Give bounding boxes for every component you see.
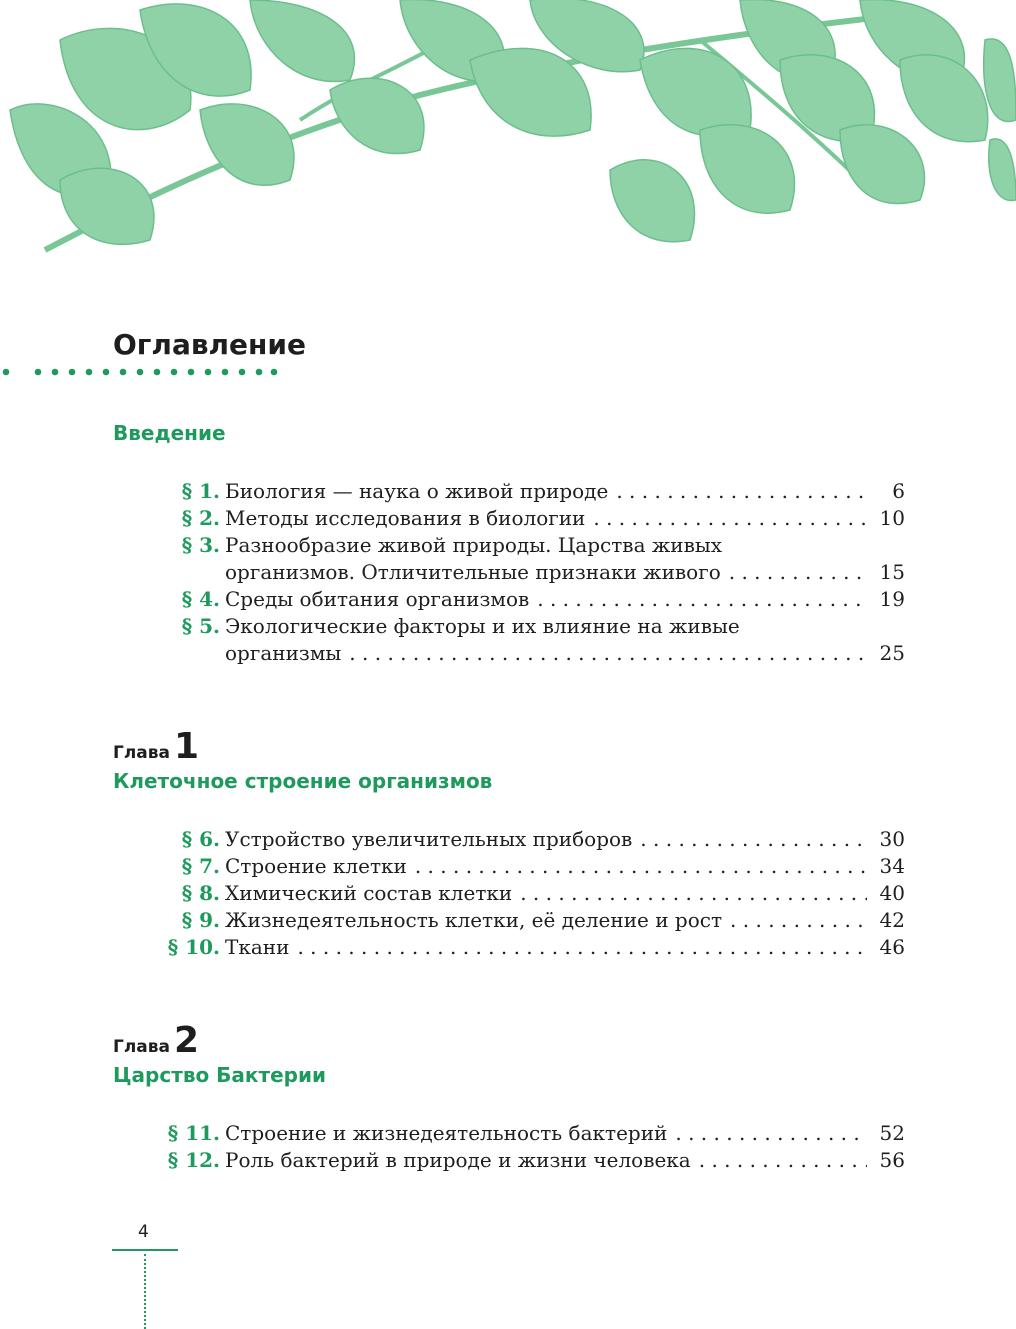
toc-entry-number: § 10. — [167, 935, 220, 959]
toc-entry-page: 40 — [879, 881, 905, 905]
toc-entry-title: Разнообразие живой природы. Царства живых — [225, 533, 723, 557]
toc-entry-page: 10 — [879, 506, 905, 530]
section-heading-intro: Введение — [113, 421, 226, 445]
leader-dots — [593, 505, 867, 532]
toc-entry-title: Устройство увеличительных приборов — [225, 827, 633, 851]
toc-entry-title-cont: организмов. Отличительные признаки живого — [225, 560, 721, 584]
toc-entry-number: § 7. — [181, 854, 220, 878]
toc-entry-page: 15 — [879, 560, 905, 584]
toc-entry-title: Роль бактерий в природе и жизни человека — [225, 1148, 691, 1172]
toc-entry-page: 46 — [879, 935, 905, 959]
toc-entry-title: Ткани — [225, 935, 290, 959]
toc-entry-title: Экологические факторы и их влияние на живые — [225, 614, 740, 638]
toc-entry-number: § 1. — [181, 479, 220, 503]
footer-rule — [112, 1249, 178, 1251]
toc-entry-title: Строение клетки — [225, 854, 407, 878]
chapter-word: Глава — [113, 1037, 170, 1057]
leader-dots — [730, 907, 867, 934]
leader-dots — [520, 880, 867, 907]
title-dotted-rule — [0, 365, 290, 379]
toc-entry-number: § 2. — [181, 506, 220, 530]
chapter-label-1 — [113, 726, 199, 767]
leader-dots — [675, 1120, 867, 1147]
toc-entry-page: 34 — [879, 854, 905, 878]
toc-entry-number: § 3. — [181, 533, 220, 557]
leader-dots — [616, 478, 867, 505]
toc-entry-page: 19 — [879, 587, 905, 611]
leaves-banner-illustration — [0, 0, 1016, 260]
toc-entry-page: 42 — [879, 908, 905, 932]
toc-entry-title: Биология — наука о живой природе — [225, 479, 609, 503]
toc-entry-number: § 9. — [181, 908, 220, 932]
toc-entry-number: § 6. — [181, 827, 220, 851]
toc-entry-number: § 4. — [181, 587, 220, 611]
leader-dots — [729, 559, 867, 586]
toc-entry-title: Среды обитания организмов — [225, 587, 530, 611]
toc-entry-number: § 5. — [181, 614, 220, 638]
chapter-number: 1 — [174, 726, 200, 767]
toc-entry-page: 25 — [879, 641, 905, 665]
leader-dots — [349, 640, 867, 667]
chapter-word: Глава — [113, 743, 170, 763]
toc-entry-page: 52 — [879, 1121, 905, 1145]
leader-dots — [699, 1147, 867, 1174]
chapter-label-2 — [113, 1020, 199, 1061]
toc-entry-title-cont: организмы — [225, 641, 342, 665]
toc-entry-number: § 12. — [167, 1148, 220, 1172]
toc-entry-page: 30 — [879, 827, 905, 851]
section-heading-chapter-2: Царство Бактерии — [113, 1063, 326, 1087]
leader-dots — [537, 586, 867, 613]
toc-entry-title: Химический состав клетки — [225, 881, 513, 905]
section-heading-chapter-1: Клеточное строение организмов — [113, 769, 493, 793]
leader-dots — [640, 826, 867, 853]
toc-entry-number: § 11. — [167, 1121, 220, 1145]
page-number: 4 — [138, 1222, 149, 1242]
toc-entry-page: 56 — [879, 1148, 905, 1172]
chapter-number: 2 — [174, 1020, 200, 1061]
toc-entry-number: § 8. — [181, 881, 220, 905]
leader-dots — [297, 934, 867, 961]
toc-entry-title: Методы исследования в биологии — [225, 506, 586, 530]
footer-dotted-line — [144, 1254, 148, 1329]
toc-entry-title: Строение и жизнедеятельность бактерий — [225, 1121, 668, 1145]
toc-entry-page: 6 — [892, 479, 905, 503]
page-title: Оглавление — [113, 328, 307, 361]
leader-dots — [415, 853, 867, 880]
toc-entry-title: Жизнедеятельность клетки, её деление и рост — [225, 908, 723, 932]
